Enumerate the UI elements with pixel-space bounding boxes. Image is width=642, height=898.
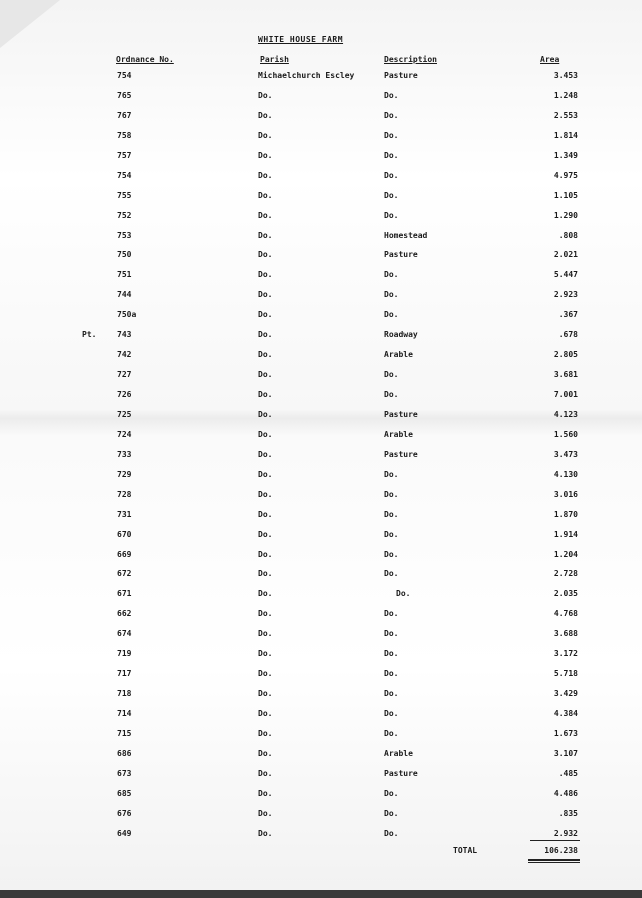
land-description: Do.: [384, 509, 399, 519]
area-value: 2.553: [553, 110, 578, 120]
land-description: Do.: [396, 589, 411, 599]
table-row: [0, 290, 642, 310]
parish-name: Do.: [258, 90, 273, 100]
land-description: Do.: [384, 609, 399, 619]
land-description: Do.: [384, 489, 399, 499]
table-row: [0, 769, 642, 789]
table-row: [0, 91, 642, 111]
area-value: 1.248: [553, 90, 578, 100]
land-description: Do.: [384, 290, 399, 300]
ordnance-number: 718: [117, 689, 132, 699]
table-row: [0, 530, 642, 550]
land-description: Do.: [384, 669, 399, 679]
parish-name: Do.: [258, 808, 273, 818]
ordnance-number: 731: [117, 509, 132, 519]
area-value: 2.035: [553, 589, 578, 599]
parish-name: Do.: [258, 788, 273, 798]
land-description: Do.: [384, 808, 399, 818]
row-prefix: Pt.: [82, 330, 97, 340]
parish-name: Do.: [258, 270, 273, 280]
land-description: Roadway: [384, 330, 418, 340]
land-description: Pasture: [384, 250, 418, 260]
parish-name: Do.: [258, 649, 273, 659]
area-value: 3.688: [553, 629, 578, 639]
ordnance-number: 726: [117, 390, 132, 399]
area-value: 1.290: [553, 210, 578, 220]
ordnance-number: 754: [117, 170, 132, 180]
table-row: [0, 609, 642, 629]
table-row: [0, 131, 642, 151]
table-row: [0, 809, 642, 829]
land-description: Do.: [384, 270, 399, 280]
table-row: [0, 171, 642, 191]
table-row: [0, 709, 642, 729]
parish-name: Do.: [258, 190, 273, 200]
area-value: .808: [558, 230, 578, 240]
parish-name: Do.: [258, 230, 273, 240]
table-row: [0, 370, 642, 390]
area-value: 1.560: [553, 429, 578, 439]
area-value: .835: [558, 808, 578, 818]
table-row: [0, 231, 642, 251]
table-row: [0, 330, 642, 350]
parish-name: Do.: [258, 170, 273, 180]
table-row: [0, 270, 642, 290]
ordnance-number: 757: [117, 150, 132, 160]
area-value: .678: [558, 330, 578, 340]
land-description: Do.: [384, 649, 399, 659]
parish-name: Do.: [258, 370, 273, 380]
area-value: 2.923: [553, 290, 578, 300]
table-row: [0, 589, 642, 609]
land-description: Do.: [384, 130, 399, 140]
table-row: [0, 350, 642, 370]
area-value: 3.172: [553, 649, 578, 659]
area-value: 3.107: [553, 748, 578, 758]
land-description: Do.: [384, 150, 399, 160]
ordnance-number: 743: [117, 330, 132, 340]
table-row: [0, 450, 642, 470]
header-ordnance: Ordnance No.: [116, 55, 174, 64]
ordnance-number: 671: [117, 589, 132, 599]
total-label: TOTAL: [453, 846, 478, 855]
area-value: 3.473: [553, 449, 578, 459]
parish-name: Do.: [258, 689, 273, 699]
table-row: [0, 390, 642, 410]
header-description: Description: [384, 55, 437, 64]
ordnance-number: 752: [117, 210, 132, 220]
parish-name: Do.: [258, 549, 273, 559]
table-row: [0, 250, 642, 270]
ordnance-number: 724: [117, 429, 132, 439]
document-title: WHITE HOUSE FARM: [258, 35, 344, 44]
parish-name: Do.: [258, 569, 273, 579]
land-description: Do.: [384, 390, 399, 399]
ordnance-number: 719: [117, 649, 132, 659]
ordnance-number: 676: [117, 808, 132, 818]
ordnance-number: 755: [117, 190, 132, 200]
area-value: 1.105: [553, 190, 578, 200]
land-description: Do.: [384, 310, 399, 320]
land-description: Do.: [384, 629, 399, 639]
parish-name: Do.: [258, 210, 273, 220]
land-description: Do.: [384, 728, 399, 738]
area-value: 4.384: [553, 709, 578, 718]
area-value: .367: [558, 310, 578, 320]
table-row: [0, 749, 642, 769]
parish-name: Do.: [258, 469, 273, 479]
parish-name: Do.: [258, 589, 273, 599]
land-description: Pasture: [384, 449, 418, 459]
ordnance-number: 727: [117, 370, 132, 380]
parish-name: Do.: [258, 290, 273, 300]
area-value: 4.975: [553, 170, 578, 180]
land-description: Do.: [384, 709, 399, 718]
area-value: 3.429: [553, 689, 578, 699]
table-row: [0, 689, 642, 709]
parish-name: Do.: [258, 828, 273, 838]
parish-name: Do.: [258, 350, 273, 360]
ordnance-number: 733: [117, 449, 132, 459]
ordnance-number: 672: [117, 569, 132, 579]
parish-name: Do.: [258, 748, 273, 758]
area-value: 1.673: [553, 728, 578, 738]
parish-name: Do.: [258, 768, 273, 778]
area-value: 3.016: [553, 489, 578, 499]
field-table: [0, 71, 642, 849]
land-description: Do.: [384, 90, 399, 100]
parish-name: Do.: [258, 250, 273, 260]
parish-name: Do.: [258, 609, 273, 619]
land-description: Do.: [384, 689, 399, 699]
ordnance-number: 649: [117, 828, 132, 838]
area-value: 3.681: [553, 370, 578, 380]
land-description: Do.: [384, 469, 399, 479]
land-description: Pasture: [384, 71, 418, 80]
ordnance-number: 717: [117, 669, 132, 679]
parish-name: Do.: [258, 130, 273, 140]
ordnance-number: 754: [117, 71, 132, 80]
parish-name: Do.: [258, 409, 273, 419]
parish-name: Do.: [258, 330, 273, 340]
ordnance-number: 714: [117, 709, 132, 718]
land-description: Do.: [384, 210, 399, 220]
area-value: 2.021: [553, 250, 578, 260]
table-row: [0, 649, 642, 669]
header-parish: Parish: [260, 55, 289, 64]
ordnance-number: 725: [117, 409, 132, 419]
area-value: 1.814: [553, 130, 578, 140]
land-description: Do.: [384, 110, 399, 120]
ordnance-number: 670: [117, 529, 132, 539]
ordnance-number: 685: [117, 788, 132, 798]
area-value: 2.932: [553, 828, 578, 838]
sum-rule: [530, 840, 580, 841]
ordnance-number: 662: [117, 609, 132, 619]
table-row: [0, 71, 642, 91]
ordnance-number: 686: [117, 748, 132, 758]
table-row: [0, 191, 642, 211]
ordnance-number: 673: [117, 768, 132, 778]
ordnance-number: 750a: [117, 310, 137, 320]
ordnance-number: 758: [117, 130, 132, 140]
ordnance-number: 742: [117, 350, 132, 360]
table-row: [0, 629, 642, 649]
land-description: Homestead: [384, 230, 428, 240]
land-description: Do.: [384, 828, 399, 838]
area-value: 2.728: [553, 569, 578, 579]
area-value: 2.805: [553, 350, 578, 360]
table-row: [0, 410, 642, 430]
table-row: [0, 111, 642, 131]
parish-name: Do.: [258, 728, 273, 738]
land-description: Do.: [384, 370, 399, 380]
table-row: [0, 211, 642, 231]
land-description: Do.: [384, 529, 399, 539]
parish-name: Do.: [258, 709, 273, 718]
ordnance-number: 753: [117, 230, 132, 240]
area-value: 4.123: [553, 409, 578, 419]
area-value: 7.001: [553, 390, 578, 399]
area-value: 1.349: [553, 150, 578, 160]
land-description: Do.: [384, 549, 399, 559]
parish-name: Michaelchurch Escley: [258, 71, 355, 80]
ordnance-number: 744: [117, 290, 132, 300]
area-value: 3.453: [553, 71, 578, 80]
parish-name: Do.: [258, 110, 273, 120]
parish-name: Do.: [258, 310, 273, 320]
parish-name: Do.: [258, 529, 273, 539]
area-value: 1.870: [553, 509, 578, 519]
ordnance-number: 767: [117, 110, 132, 120]
land-description: Arable: [384, 748, 413, 758]
area-value: 4.486: [553, 788, 578, 798]
table-row: [0, 729, 642, 749]
table-row: [0, 151, 642, 171]
ordnance-number: 728: [117, 489, 132, 499]
table-row: [0, 430, 642, 450]
ordnance-number: 715: [117, 728, 132, 738]
ordnance-number: 751: [117, 270, 132, 280]
ordnance-number: 674: [117, 629, 132, 639]
land-description: Do.: [384, 170, 399, 180]
total-double-underline-lower: [528, 862, 580, 863]
table-row: [0, 789, 642, 809]
table-row: [0, 510, 642, 530]
land-description: Pasture: [384, 768, 418, 778]
table-row: [0, 569, 642, 589]
area-value: 1.914: [553, 529, 578, 539]
area-value: 4.130: [553, 469, 578, 479]
table-row: [0, 310, 642, 330]
parish-name: Do.: [258, 669, 273, 679]
area-value: 4.768: [553, 609, 578, 619]
table-row: [0, 669, 642, 689]
parish-name: Do.: [258, 150, 273, 160]
parish-name: Do.: [258, 629, 273, 639]
table-row: [0, 470, 642, 490]
total-value: 106.238: [544, 846, 578, 855]
ordnance-number: 729: [117, 469, 132, 479]
land-description: Do.: [384, 190, 399, 200]
total-double-underline: [528, 859, 580, 861]
ordnance-number: 765: [117, 90, 132, 100]
ordnance-number: 669: [117, 549, 132, 559]
area-value: 5.718: [553, 669, 578, 679]
table-row: [0, 490, 642, 510]
parish-name: Do.: [258, 390, 273, 399]
land-description: Do.: [384, 569, 399, 579]
land-description: Arable: [384, 429, 413, 439]
header-area: Area: [540, 55, 560, 64]
area-value: 1.204: [553, 549, 578, 559]
land-description: Do.: [384, 788, 399, 798]
folded-corner: [0, 0, 60, 48]
table-row: [0, 550, 642, 570]
parish-name: Do.: [258, 429, 273, 439]
area-value: 5.447: [553, 270, 578, 280]
parish-name: Do.: [258, 509, 273, 519]
parish-name: Do.: [258, 449, 273, 459]
parish-name: Do.: [258, 489, 273, 499]
area-value: .485: [558, 768, 578, 778]
ordnance-number: 750: [117, 250, 132, 260]
land-description: Arable: [384, 350, 413, 360]
land-description: Pasture: [384, 409, 418, 419]
